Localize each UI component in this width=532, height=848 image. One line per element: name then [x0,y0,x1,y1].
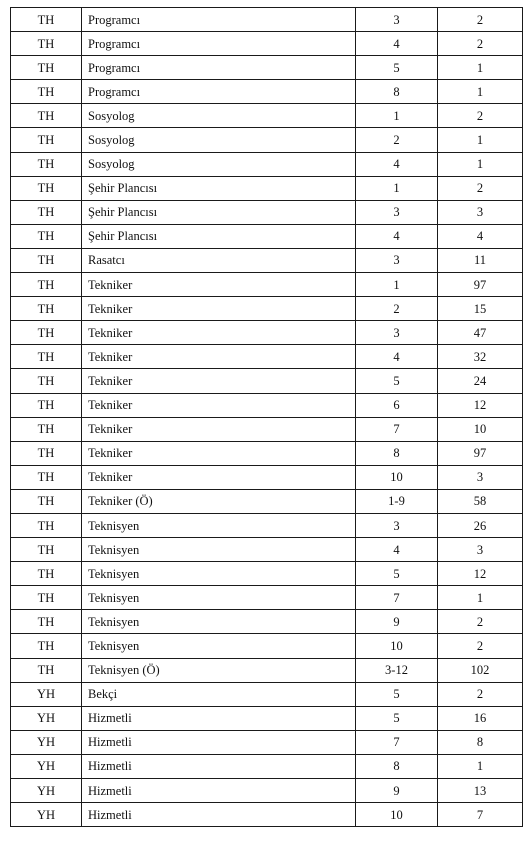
grade-cell: 3-12 [356,658,438,682]
count-cell: 1 [438,152,523,176]
table-row [11,562,523,586]
grade-cell: 5 [356,706,438,730]
class-cell: TH [11,489,82,513]
count-cell: 3 [438,538,523,562]
title-cell: Tekniker [82,297,356,321]
count-cell: 97 [438,441,523,465]
title-cell: Hizmetli [82,779,356,803]
table-row [11,104,523,128]
title-cell: Teknisyen [82,538,356,562]
grade-cell: 9 [356,610,438,634]
title-cell: Programcı [82,32,356,56]
grade-cell: 10 [356,634,438,658]
table-row [11,538,523,562]
table-row [11,489,523,513]
class-cell: TH [11,297,82,321]
count-cell: 1 [438,80,523,104]
title-cell: Tekniker (Ö) [82,489,356,513]
grade-cell: 3 [356,321,438,345]
class-cell: TH [11,152,82,176]
grade-cell: 8 [356,80,438,104]
class-cell: TH [11,176,82,200]
title-cell: Tekniker [82,441,356,465]
grade-cell: 3 [356,8,438,32]
grade-cell: 6 [356,393,438,417]
count-cell: 7 [438,803,523,827]
title-cell: Teknisyen [82,513,356,537]
grade-cell: 2 [356,297,438,321]
count-cell: 1 [438,128,523,152]
class-cell: YH [11,730,82,754]
title-cell: Şehir Plancısı [82,224,356,248]
title-cell: Şehir Plancısı [82,200,356,224]
class-cell: TH [11,345,82,369]
table-row [11,32,523,56]
count-cell: 24 [438,369,523,393]
title-cell: Tekniker [82,273,356,297]
grade-cell: 4 [356,152,438,176]
class-cell: TH [11,658,82,682]
class-cell: TH [11,248,82,272]
class-cell: TH [11,200,82,224]
class-cell: TH [11,465,82,489]
title-cell: Programcı [82,80,356,104]
table-row [11,248,523,272]
grade-cell: 1-9 [356,489,438,513]
title-cell: Programcı [82,8,356,32]
grade-cell: 5 [356,682,438,706]
table-row [11,224,523,248]
grade-cell: 7 [356,417,438,441]
grade-cell: 3 [356,200,438,224]
table-row [11,128,523,152]
grade-cell: 4 [356,538,438,562]
class-cell: TH [11,441,82,465]
table-row [11,417,523,441]
class-cell: TH [11,128,82,152]
class-cell: TH [11,8,82,32]
table-row [11,345,523,369]
class-cell: TH [11,610,82,634]
grade-cell: 4 [356,345,438,369]
grade-cell: 9 [356,779,438,803]
count-cell: 2 [438,682,523,706]
title-cell: Teknisyen [82,562,356,586]
count-cell: 2 [438,8,523,32]
class-cell: TH [11,513,82,537]
table-row [11,513,523,537]
title-cell: Teknisyen (Ö) [82,658,356,682]
count-cell: 2 [438,32,523,56]
count-cell: 11 [438,248,523,272]
table-row [11,369,523,393]
count-cell: 3 [438,465,523,489]
table-row [11,8,523,32]
table-row [11,658,523,682]
table-row [11,200,523,224]
staff-table [10,7,523,827]
count-cell: 1 [438,56,523,80]
table-row [11,56,523,80]
table-row [11,80,523,104]
grade-cell: 4 [356,224,438,248]
title-cell: Hizmetli [82,803,356,827]
title-cell: Tekniker [82,417,356,441]
title-cell: Rasatcı [82,248,356,272]
title-cell: Şehir Plancısı [82,176,356,200]
grade-cell: 5 [356,369,438,393]
table-row [11,706,523,730]
class-cell: TH [11,104,82,128]
class-cell: TH [11,393,82,417]
class-cell: TH [11,273,82,297]
title-cell: Bekçi [82,682,356,706]
count-cell: 58 [438,489,523,513]
count-cell: 8 [438,730,523,754]
title-cell: Teknisyen [82,634,356,658]
grade-cell: 7 [356,586,438,610]
title-cell: Sosyolog [82,104,356,128]
count-cell: 12 [438,562,523,586]
class-cell: TH [11,32,82,56]
class-cell: YH [11,706,82,730]
grade-cell: 3 [356,248,438,272]
table-row [11,779,523,803]
title-cell: Sosyolog [82,152,356,176]
count-cell: 32 [438,345,523,369]
title-cell: Tekniker [82,465,356,489]
grade-cell: 1 [356,273,438,297]
count-cell: 102 [438,658,523,682]
grade-cell: 10 [356,803,438,827]
class-cell: TH [11,538,82,562]
class-cell: TH [11,562,82,586]
title-cell: Teknisyen [82,610,356,634]
count-cell: 2 [438,104,523,128]
table-row [11,586,523,610]
table-row [11,682,523,706]
count-cell: 1 [438,754,523,778]
count-cell: 3 [438,200,523,224]
count-cell: 12 [438,393,523,417]
title-cell: Hizmetli [82,730,356,754]
class-cell: TH [11,634,82,658]
grade-cell: 7 [356,730,438,754]
table-row [11,634,523,658]
title-cell: Teknisyen [82,586,356,610]
class-cell: YH [11,754,82,778]
count-cell: 15 [438,297,523,321]
title-cell: Tekniker [82,393,356,417]
count-cell: 47 [438,321,523,345]
count-cell: 13 [438,779,523,803]
table-row [11,754,523,778]
table-row [11,803,523,827]
table-row [11,441,523,465]
count-cell: 10 [438,417,523,441]
title-cell: Tekniker [82,345,356,369]
count-cell: 16 [438,706,523,730]
grade-cell: 1 [356,176,438,200]
class-cell: TH [11,56,82,80]
table-row [11,610,523,634]
class-cell: TH [11,417,82,441]
count-cell: 1 [438,586,523,610]
title-cell: Hizmetli [82,706,356,730]
grade-cell: 5 [356,56,438,80]
table-row [11,176,523,200]
class-cell: TH [11,80,82,104]
grade-cell: 8 [356,441,438,465]
count-cell: 2 [438,634,523,658]
table-row [11,730,523,754]
count-cell: 2 [438,176,523,200]
title-cell: Programcı [82,56,356,80]
table-row [11,297,523,321]
class-cell: YH [11,779,82,803]
count-cell: 4 [438,224,523,248]
grade-cell: 1 [356,104,438,128]
class-cell: TH [11,369,82,393]
class-cell: TH [11,224,82,248]
grade-cell: 5 [356,562,438,586]
title-cell: Sosyolog [82,128,356,152]
count-cell: 2 [438,610,523,634]
class-cell: YH [11,682,82,706]
table-row [11,321,523,345]
grade-cell: 10 [356,465,438,489]
count-cell: 26 [438,513,523,537]
grade-cell: 2 [356,128,438,152]
table-row [11,273,523,297]
count-cell: 97 [438,273,523,297]
table-row [11,393,523,417]
title-cell: Tekniker [82,321,356,345]
grade-cell: 3 [356,513,438,537]
title-cell: Hizmetli [82,754,356,778]
class-cell: TH [11,321,82,345]
staff-table-body [11,8,523,827]
table-row [11,465,523,489]
class-cell: TH [11,586,82,610]
grade-cell: 4 [356,32,438,56]
title-cell: Tekniker [82,369,356,393]
grade-cell: 8 [356,754,438,778]
class-cell: YH [11,803,82,827]
table-row [11,152,523,176]
